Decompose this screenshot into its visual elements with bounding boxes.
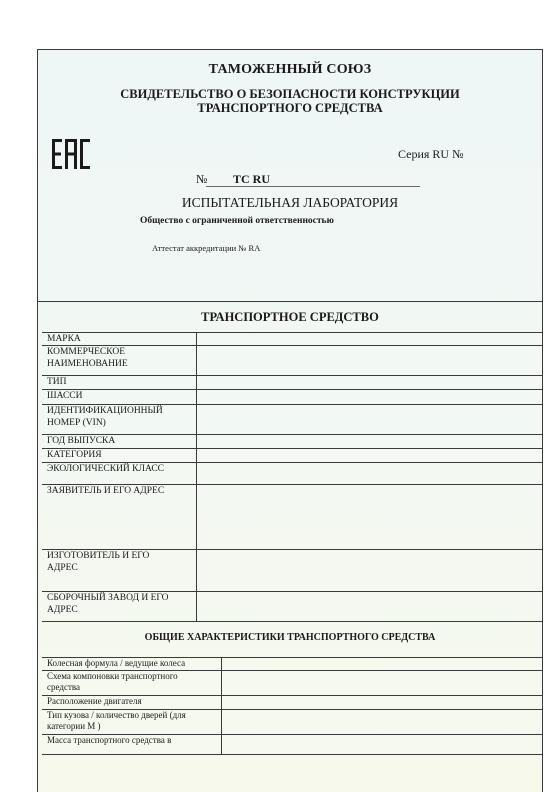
characteristics-row-label-line: Схема компоновки транспортного	[47, 671, 178, 681]
characteristics-row-value-cell[interactable]	[223, 735, 540, 753]
characteristics-row-label-line: Тип кузова / количество дверей (для	[47, 710, 186, 720]
vehicle-row-label	[47, 463, 164, 475]
certificate-form	[37, 49, 543, 792]
number-value: TC RU	[233, 172, 271, 186]
section-divider	[38, 301, 542, 302]
vehicle-row-value-cell[interactable]	[198, 333, 540, 344]
characteristics-row-value-cell[interactable]	[223, 710, 540, 733]
vehicle-row-label	[47, 346, 128, 370]
characteristics-row-label-line: средства	[47, 682, 81, 692]
vehicle-row-label-line: КАТЕГОРИЯ	[47, 450, 102, 460]
vehicle-row-value-cell[interactable]	[198, 376, 540, 388]
lab-title: ИСПЫТАТЕЛЬНАЯ ЛАБОРАТОРИЯ	[181, 195, 399, 210]
union-title: ТАМОЖЕННЫЙ СОЮЗ	[208, 62, 372, 77]
table-rule	[42, 754, 542, 755]
vehicle-row-value-cell[interactable]	[198, 485, 540, 548]
certificate-title-line1: СВИДЕТЕЛЬСТВО О БЕЗОПАСНОСТИ КОНСТРУКЦИИ	[120, 87, 460, 101]
series-number-label: Серия RU №	[398, 147, 464, 161]
characteristics-row-label-line: категории М )	[47, 721, 101, 731]
vehicle-row-label-line: МАРКА	[47, 334, 81, 344]
vehicle-row-label	[47, 333, 81, 345]
vehicle-section-title: ТРАНСПОРТНОЕ СРЕДСТВО	[201, 310, 379, 324]
vehicle-row-label-line: ТИП	[47, 377, 67, 387]
vehicle-row-value-cell[interactable]	[198, 449, 540, 461]
vehicle-row-label	[47, 405, 163, 429]
vehicle-row-label	[47, 485, 164, 497]
vehicle-row-label-line: АДРЕС	[47, 605, 78, 615]
eac-mark-icon	[52, 139, 90, 169]
vehicle-row-label-line: ИДЕНТИФИКАЦИОННЫЙ	[47, 406, 163, 416]
vehicle-row-label-line: НАИМЕНОВАНИЕ	[47, 359, 128, 369]
certificate-title-line2: ТРАНСПОРТНОГО СРЕДСТВА	[197, 101, 383, 115]
vehicle-row-value-cell[interactable]	[198, 435, 540, 447]
characteristics-row-value-cell[interactable]	[223, 658, 540, 669]
vehicle-row-label-line: ШАССИ	[47, 391, 83, 401]
vehicle-row-label-line: ГОД ВЫПУСКА	[47, 436, 116, 446]
characteristics-row-label-line: Колесная формула / ведущие колеса	[47, 658, 186, 668]
vehicle-row-label	[47, 435, 115, 447]
characteristics-row-value-cell[interactable]	[223, 671, 540, 694]
characteristics-row-value-cell[interactable]	[223, 696, 540, 708]
vehicle-row-label-line: ИЗГОТОВИТЕЛЬ И ЕГО	[47, 551, 150, 561]
vehicle-row-value-cell[interactable]	[198, 463, 540, 483]
table-column-divider	[221, 657, 222, 754]
vehicle-row-value-cell[interactable]	[198, 346, 540, 374]
number-underline	[206, 186, 420, 187]
vehicle-row-value-cell[interactable]	[198, 592, 540, 620]
certificate-number	[196, 172, 271, 187]
vehicle-row-label	[47, 550, 149, 574]
vehicle-row-value-cell[interactable]	[198, 405, 540, 433]
vehicle-row-label-line: КОММЕРЧЕСКОЕ	[47, 347, 126, 357]
vehicle-row-label-line: ЗАЯВИТЕЛЬ И ЕГО АДРЕС	[47, 486, 165, 496]
vehicle-row-label-line: СБОРОЧНЫЙ ЗАВОД И ЕГО	[47, 593, 169, 603]
table-rule	[42, 621, 542, 622]
vehicle-row-label	[47, 592, 169, 616]
characteristics-row-label-line: Масса транспортного средства в	[47, 735, 172, 745]
characteristics-row-label-line: Расположение двигателя	[47, 696, 142, 706]
number-sign: №	[196, 172, 208, 186]
vehicle-row-label-line: АДРЕС	[47, 563, 78, 573]
vehicle-row-value-cell[interactable]	[198, 550, 540, 590]
table-column-divider	[196, 332, 197, 621]
accreditation-label: Аттестат аккредитации № RA	[152, 243, 261, 253]
characteristics-section-title: ОБЩИЕ ХАРАКТЕРИСТИКИ ТРАНСПОРТНОГО СРЕДСТВА	[144, 632, 436, 643]
characteristics-row-label	[47, 658, 185, 669]
characteristics-row-label	[47, 710, 186, 732]
vehicle-row-label-line: ЭКОЛОГИЧЕСКИЙ КЛАСС	[47, 464, 165, 474]
characteristics-row-label	[47, 696, 142, 707]
vehicle-row-label	[47, 390, 83, 402]
characteristics-row-label	[47, 735, 171, 746]
lab-company: Общество с ограниченной ответственностью	[140, 216, 334, 226]
vehicle-row-label-line: НОМЕР (VIN)	[47, 418, 106, 428]
characteristics-row-label	[47, 671, 178, 693]
vehicle-row-label	[47, 376, 67, 388]
vehicle-row-label	[47, 449, 102, 461]
vehicle-row-value-cell[interactable]	[198, 390, 540, 403]
